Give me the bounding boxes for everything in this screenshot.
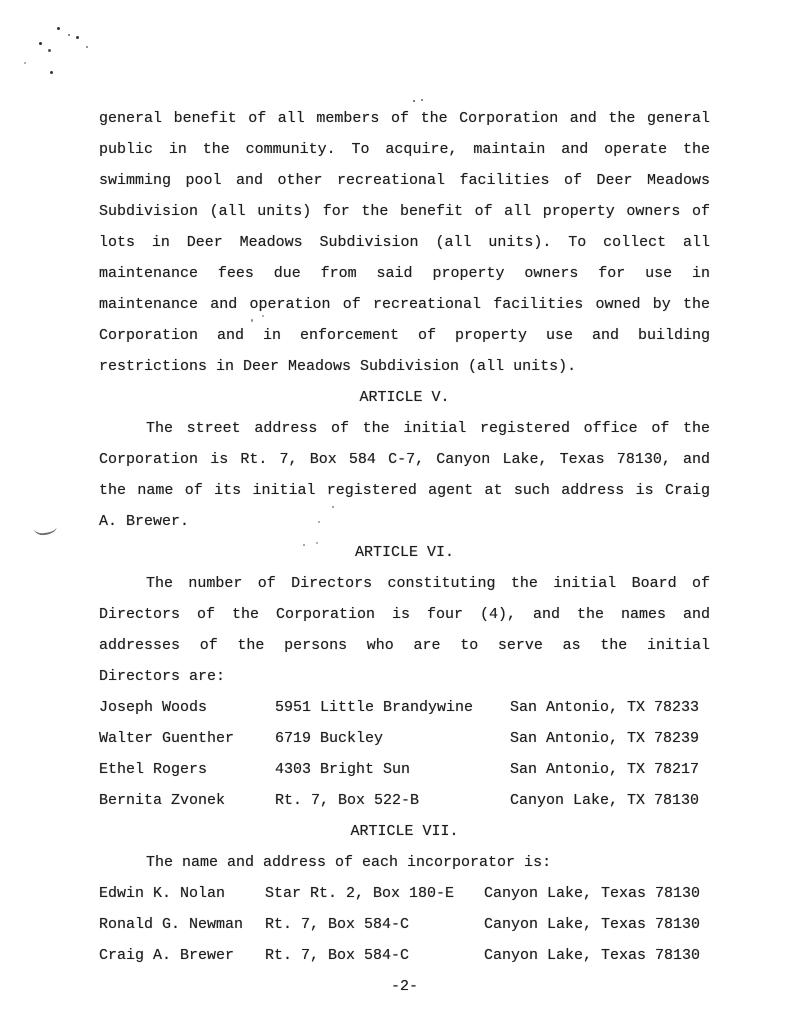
article-heading: ARTICLE V. [359,389,450,406]
text-line: swimming pool and other recreational facilities of Deer Meadows [99,172,710,189]
scan-speck [50,71,53,74]
scan-speck [68,34,70,36]
scan-speck [86,46,88,48]
text-line: public in the community. To acquire, maintain and operate the [99,141,710,158]
incorporators-row [99,940,710,971]
incorporators-name: Craig A. Brewer [99,947,235,964]
incorporators-address: Star Rt. 2, Box 180-E [265,885,455,902]
text-line: A. Brewer. [99,513,190,530]
scan-speck [76,36,79,39]
incorporators-city-state-zip: Canyon Lake, Texas 78130 [484,916,701,933]
text-line: general benefit of all members of the Corporation and the general [99,110,710,127]
margin-pen-mark [34,525,58,536]
incorporators-name: Edwin K. Nolan [99,885,226,902]
directors-row [99,723,710,754]
text-line: the name of its initial registered agent at such address is Craig [99,482,710,499]
directors-name: Joseph Woods [99,699,208,716]
directors-row [99,754,710,785]
page-number: -2- [390,978,418,995]
text-line: Subdivision (all units) for the benefit of all property owners of [99,203,710,220]
article-heading: ARTICLE VI. [354,544,455,561]
text-line: Corporation and in enforcement of property use and building [99,327,710,344]
document-body [99,103,710,1002]
scan-speck [39,42,42,45]
directors-address: 5951 Little Brandywine [275,699,474,716]
directors-city-state-zip: San Antonio, TX 78239 [510,730,700,747]
text-line: The name and address of each incorporator is: [146,854,552,871]
directors-city-state-zip: San Antonio, TX 78217 [510,761,700,778]
scan-speck [421,99,423,101]
incorporators-row [99,909,710,940]
text-line: The number of Directors constituting the initial Board of [146,575,710,592]
text-line: addresses of the persons who are to serve as the initial [99,637,710,654]
text-line: restrictions in Deer Meadows Subdivision (all units). [99,358,577,375]
directors-address: Rt. 7, Box 522-B [275,792,420,809]
directors-address: 4303 Bright Sun [275,761,411,778]
text-line: maintenance and operation of recreational facilities owned by the [99,296,710,313]
directors-name: Ethel Rogers [99,761,208,778]
text-line: lots in Deer Meadows Subdivision (all units). To collect all [99,234,710,251]
directors-city-state-zip: San Antonio, TX 78233 [510,699,700,716]
incorporators-name: Ronald G. Newman [99,916,244,933]
text-line: The street address of the initial registered office of the [146,420,710,437]
text-line: Directors are: [99,668,226,685]
scan-speck [57,27,60,30]
incorporators-city-state-zip: Canyon Lake, Texas 78130 [484,947,701,964]
incorporators-address: Rt. 7, Box 584-C [265,916,410,933]
scan-speck [48,49,51,52]
scan-speck [413,100,415,102]
directors-row [99,692,710,723]
document-content [99,103,710,971]
text-line: maintenance fees due from said property owners for use in [99,265,710,282]
incorporators-city-state-zip: Canyon Lake, Texas 78130 [484,885,701,902]
text-line: Directors of the Corporation is four (4), and the names and [99,606,710,623]
directors-name: Walter Guenther [99,730,235,747]
directors-name: Bernita Zvonek [99,792,226,809]
scan-speck [24,62,26,64]
incorporators-address: Rt. 7, Box 584-C [265,947,410,964]
text-line: Corporation is Rt. 7, Box 584 C-7, Canyon Lake, Texas 78130, and [99,451,710,468]
directors-city-state-zip: Canyon Lake, TX 78130 [510,792,700,809]
article-heading: ARTICLE VII. [350,823,459,840]
incorporators-row [99,878,710,909]
directors-address: 6719 Buckley [275,730,384,747]
directors-row [99,785,710,816]
